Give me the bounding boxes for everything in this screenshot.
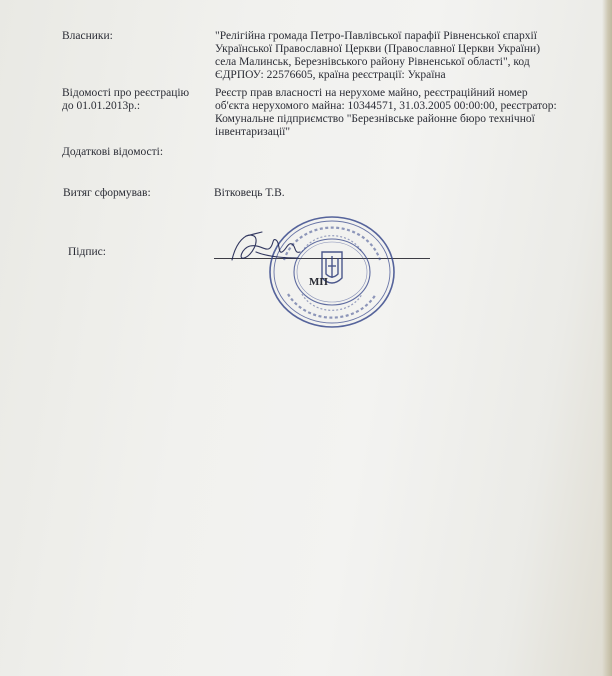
signature-label: Підпис: <box>68 246 106 258</box>
extract-compiled-value: Вітковець Т.В. <box>214 187 285 199</box>
owners-line-1: "Релігійна громада Петро-Павлівської парафії Рівненської єпархії <box>215 30 537 42</box>
registration-label-line-1: Відомості про реєстрацію <box>62 87 190 99</box>
handwritten-signature <box>226 222 306 272</box>
stamp-mp-text: МП <box>309 276 328 288</box>
owners-line-4: ЄДРПОУ: 22576605, країна реєстрації: Україна <box>215 69 446 81</box>
extract-compiled-label: Витяг сформував: <box>63 187 151 199</box>
page-edge-shadow <box>602 0 612 676</box>
registration-line-2: об'єкта нерухомого майна: 10344571, 31.03.2005 00:00:00, реєстратор: <box>215 100 557 112</box>
registration-line-1: Реєстр прав власності на нерухоме майно, реєстраційний номер <box>215 87 528 99</box>
owners-line-2: Української Православної Церкви (Православної Церкви України) <box>215 43 541 55</box>
registration-line-3: Комунальне підприємство "Березнівське районне бюро технічної <box>215 113 535 125</box>
owners-line-3: села Малинськ, Березнівського району Рівненської області", код <box>215 56 530 68</box>
registration-label-line-2: до 01.01.2013р.: <box>62 100 141 112</box>
owners-label: Власники: <box>62 30 113 42</box>
registration-line-4: інвентаризації" <box>215 126 291 138</box>
additional-info-label: Додаткові відомості: <box>62 146 164 158</box>
